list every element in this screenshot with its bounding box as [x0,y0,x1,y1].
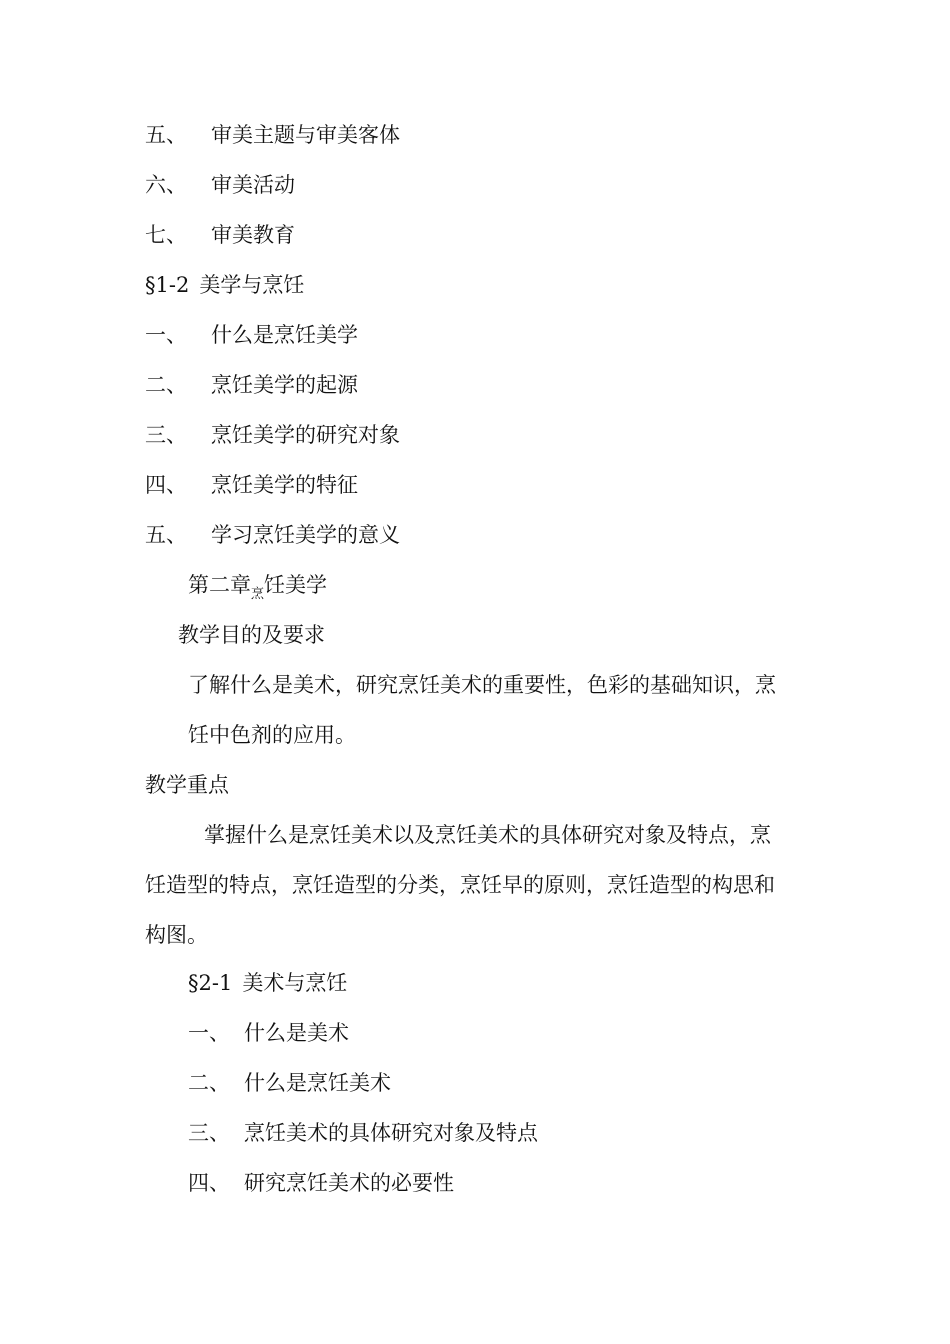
key-paragraph-line: 构图。 [145,923,208,947]
section-number: §1-2 [145,273,190,297]
list-item-text: 烹饪美术的具体研究对象及特点 [244,1121,538,1145]
list-item-number: 六、 [145,173,187,197]
chapter-prefix: 第二章 [188,573,251,597]
list-item-text: 烹饪美学的起源 [211,373,358,397]
list-item-number: 四、 [188,1171,230,1195]
section-heading-1-2 [145,270,304,300]
goal-heading: 教学目的及要求 [178,623,325,647]
list-item [145,470,358,500]
list-item [145,220,295,250]
list-item-number: 五、 [145,523,187,547]
list-item-text: 什么是烹饪美学 [211,323,358,347]
key-paragraph-line: 掌握什么是烹饪美术以及烹饪美术的具体研究对象及特点，烹 [204,823,771,847]
key-heading: 教学重点 [145,773,229,797]
list-item [188,1018,349,1048]
goal-paragraph-line: 饪中色剂的应用。 [188,723,356,747]
list-item-text: 学习烹饪美学的意义 [211,523,400,547]
list-item [145,420,400,450]
list-item [145,120,400,150]
goal-paragraph-line: 了解什么是美术，研究烹饪美术的重要性，色彩的基础知识，烹 [188,673,776,697]
list-item [145,520,400,550]
list-item [145,320,358,350]
list-item [145,370,358,400]
list-item [188,1068,391,1098]
section-title: 美学与烹饪 [199,273,305,297]
chapter-suffix: 饪美学 [264,573,328,597]
list-item-number: 一、 [145,323,187,347]
list-item [188,1118,538,1148]
list-item-number: 三、 [145,423,187,447]
list-item [145,170,295,200]
section-heading-2-1 [188,968,347,998]
section-number: §2-1 [188,971,233,995]
list-item-number: 七、 [145,223,187,247]
list-item-text: 什么是烹饪美术 [244,1071,391,1095]
list-item [188,1168,454,1198]
list-item-number: 二、 [145,373,187,397]
list-item-text: 审美活动 [211,173,295,197]
chapter-heading [188,570,327,604]
list-item-text: 什么是美术 [244,1021,349,1045]
list-item-text: 研究烹饪美术的必要性 [244,1171,454,1195]
list-item-text: 烹饪美学的研究对象 [211,423,400,447]
list-item-text: 审美教育 [211,223,295,247]
section-title: 美术与烹饪 [242,971,348,995]
list-item-text: 审美主题与审美客体 [211,123,400,147]
list-item-text: 烹饪美学的特征 [211,473,358,497]
list-item-number: 三、 [188,1121,230,1145]
list-item-number: 五、 [145,123,187,147]
list-item-number: 一、 [188,1021,230,1045]
key-paragraph-line: 饪造型的特点，烹饪造型的分类，烹饪早的原则，烹饪造型的构思和 [145,873,775,897]
list-item-number: 四、 [145,473,187,497]
list-item-number: 二、 [188,1071,230,1095]
chapter-small-char: 烹 [251,587,265,602]
